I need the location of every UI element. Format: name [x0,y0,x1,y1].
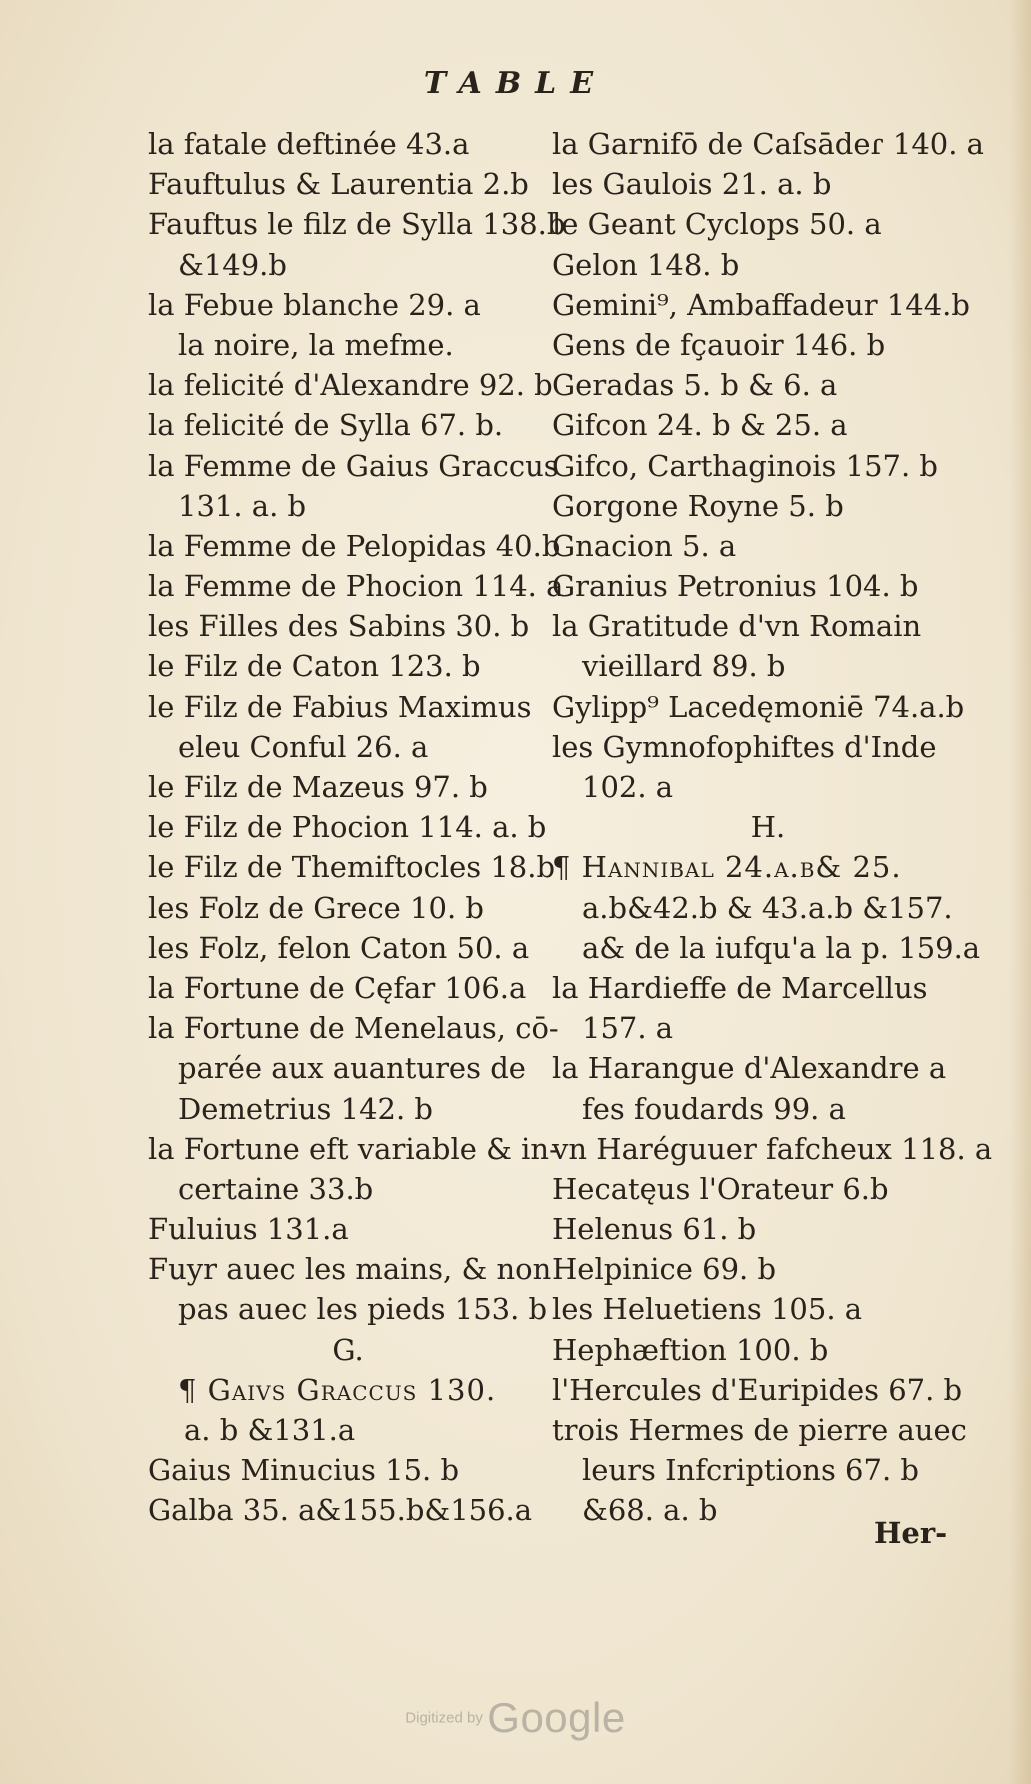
index-entry: Hecatęus l'Orateur 6.b [552,1171,889,1206]
index-entry: a& de la iufqu'a la p. 159.a [582,930,981,965]
index-entry: les Filles des Sabins 30. b [148,609,530,644]
index-entry: certaine 33.b [178,1171,374,1206]
index-entry: Gens de fçauoir 146. b [552,327,886,362]
index-entry: Demetrius 142. b [178,1091,433,1126]
index-entry: le Filz de Fabius Maximus [148,689,532,724]
index-entry: Gorgone Royne 5. b [552,488,844,523]
index-entry: vieillard 89. b [582,649,786,684]
index-entry: la Harangue d'Alexandre a [552,1051,947,1086]
index-entry: Helpinice 69. b [552,1252,777,1287]
index-entry: Galba 35. a&155.b&156.a [148,1493,533,1528]
index-entry: G. [332,1332,364,1367]
index-entry: Gnacion 5. a [552,528,737,563]
index-entry: la Garnifō de Caſsādeɾ 140. a [552,127,984,161]
index-entry: Gelon 148. b [552,247,740,282]
page-edge-shadow [1009,0,1031,1784]
index-entry: eleu Conful 26. a [178,729,429,764]
index-entry: Gaius Minucius 15. b [148,1453,460,1488]
index-entry: la Femme de Gaius Graccus [148,448,559,483]
index-entry: Helenus 61. b [552,1212,757,1247]
index-entry: leurs Infcriptions 67. b [582,1453,919,1488]
index-entry: les Heluetiens 105. a [552,1292,863,1327]
index-entry: la Fortune eft variable & in- [148,1131,559,1166]
index-entry: la Febue blanche 29. a [148,287,481,322]
index-entry: ¶ Hannibal 24.a.b& 25. [552,850,902,885]
index-entry: la Femme de Phocion 114. a [148,569,564,604]
index-entry: 157. a [582,1011,674,1046]
index-entry: la noire, la mefme. [178,327,454,362]
index-entry: la Hardieffe de Marcellus [552,970,928,1005]
index-entry: &149.b [178,247,287,282]
index-entry: le Filz de Themiftocles 18.b [148,850,556,885]
index-entry: Gifcon 24. b & 25. a [552,408,848,443]
index-entry: Fauftulus & Laurentia 2.b [148,167,529,202]
index-entry: 131. a. b [178,488,307,523]
index-entry: l'Hercules d'Euripides 67. b [552,1372,963,1407]
index-entry: les Gymnofophiftes d'Inde [552,729,937,764]
index-entry: &68. a. b [582,1493,718,1528]
index-column-right [552,124,993,1531]
index-entry: la Gratitude d'vn Romain [552,609,922,644]
index-entry: vn Haréguuer fafcheux 118. a [552,1131,993,1166]
index-entry: ¶ Gaivs Graccus 130. [178,1372,497,1407]
index-entry: les Folz, felon Caton 50. a [148,930,530,965]
index-entry: Fuluius 131.a [148,1212,349,1247]
index-entry: Fauftus le filz de Sylla 138.b [148,207,566,242]
index-entry: H. [750,810,786,845]
google-logo: Google [487,1694,626,1741]
index-entry: Granius Petronius 104. b [552,569,919,604]
page-header: TABLE [423,66,608,101]
index-column-left [148,124,566,1531]
index-entry: 102. a [582,770,674,804]
digitization-watermark [0,1694,1031,1742]
index-entry: pas auec les pieds 153. b [178,1292,548,1327]
index-entry: le Filz de Phocion 114. a. b [148,810,547,845]
index-entry: Gylipp⁹ Lacedęmoniē 74.a.b [552,689,965,724]
index-entry: fes foudards 99. a [582,1091,846,1126]
index-entry: la felicité d'Alexandre 92. b [148,368,553,403]
index-entry: la fatale deftinée 43.a [148,127,470,161]
index-entry: Gifco, Carthaginois 157. b [552,448,938,483]
index-entry: le Filz de Caton 123. b [148,649,481,684]
index-entry: la Fortune de Menelaus, cō- [148,1011,559,1046]
index-entry: Hephæftion 100. b [552,1332,829,1367]
index-entry: la Fortune de Cęfar 106.a [148,970,527,1005]
index-entry: le Filz de Mazeus 97. b [148,770,488,804]
index-entry: a. b &131.a [184,1413,356,1447]
index-entry: Gemini⁹, Ambaffadeur 144.b [552,287,970,322]
index-entry: a.b&42.b & 43.a.b &157. [582,890,953,925]
index-entry: Geradas 5. b & 6. a [552,368,838,403]
watermark-prefix: Digitized by [405,1709,483,1727]
index-entry: Fuyr auec les mains, & non [148,1252,552,1287]
index-entry: le Geant Cyclops 50. a [552,207,882,242]
index-entry: la felicité de Sylla 67. b. [148,408,504,443]
catchword: Her- [874,1516,948,1550]
index-entry: les Gaulois 21. a. b [552,167,832,202]
index-entry: parée aux auantures de [178,1051,526,1086]
index-entry: la Femme de Pelopidas 40.b [148,528,561,563]
index-entry: les Folz de Grece 10. b [148,890,484,925]
index-entry: trois Hermes de pierre auec [552,1413,967,1447]
